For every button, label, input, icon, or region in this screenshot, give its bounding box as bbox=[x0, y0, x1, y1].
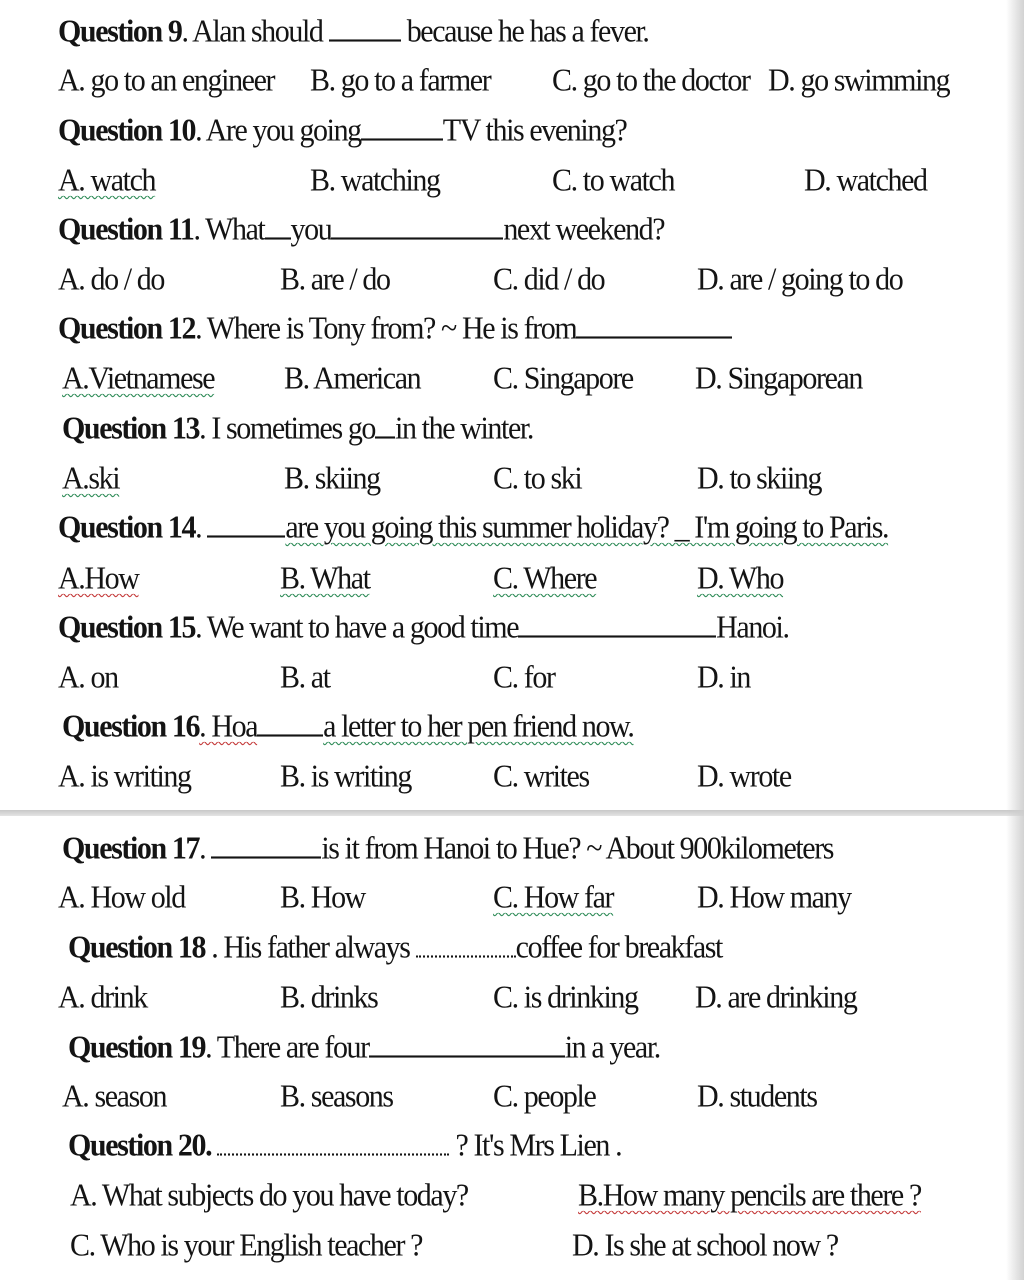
question-18-stem bbox=[68, 930, 722, 966]
answer-blank bbox=[211, 831, 321, 859]
answer-blank bbox=[518, 610, 716, 638]
answer-blank bbox=[265, 212, 291, 240]
option-b: B. drinks bbox=[280, 980, 378, 1015]
option-d: D. Who bbox=[697, 561, 784, 596]
option-b: B. American bbox=[284, 361, 421, 396]
question-12-stem bbox=[58, 311, 732, 347]
answer-blank bbox=[329, 14, 401, 42]
question-16-stem bbox=[62, 709, 633, 745]
option-a: A. do / do bbox=[58, 262, 165, 297]
question-18-label: Question 18 bbox=[68, 930, 206, 965]
option-c: C. to ski bbox=[493, 461, 582, 496]
question-9-text-b: because he has a fever. bbox=[400, 14, 649, 49]
answer-blank bbox=[217, 1128, 449, 1156]
question-20-label: Question 20. bbox=[68, 1128, 212, 1163]
question-14-label: Question 14 bbox=[58, 510, 196, 545]
question-10-stem bbox=[58, 113, 626, 149]
question-11-label: Question 11 bbox=[58, 212, 194, 247]
question-15-stem bbox=[58, 610, 789, 646]
question-9-text-a: . Alan should bbox=[181, 14, 329, 49]
question-9-stem bbox=[58, 14, 649, 50]
option-a: A. drink bbox=[58, 980, 147, 1015]
option-d: D. How many bbox=[697, 880, 851, 915]
option-b: B. are / do bbox=[280, 262, 390, 297]
question-17-text-b: is it from Hanoi to Hue? ~ About 900kilometers bbox=[321, 831, 834, 866]
option-a: A.Vietnamese bbox=[62, 361, 215, 396]
option-b: B. at bbox=[280, 660, 330, 695]
option-b: B. go to a farmer bbox=[310, 63, 491, 98]
option-d: D. are / going to do bbox=[697, 262, 903, 297]
question-14-text-a: . bbox=[195, 510, 208, 545]
question-17-stem bbox=[62, 831, 833, 867]
question-11-text-b: next weekend? bbox=[503, 212, 665, 247]
option-d: D. wrote bbox=[697, 759, 791, 794]
option-b: B. is writing bbox=[280, 759, 411, 794]
question-20-text-b: ? It's Mrs Lien . bbox=[449, 1128, 622, 1163]
option-a: A. watch bbox=[58, 163, 156, 198]
question-9-label: Question 9 bbox=[58, 14, 182, 49]
option-d: D. are drinking bbox=[695, 980, 857, 1015]
question-12-text-a: . Where is Tony from? ~ He is from bbox=[195, 311, 577, 346]
option-c: C. go to the doctor bbox=[552, 63, 750, 98]
option-c: C. people bbox=[493, 1079, 596, 1114]
question-15-text-a: . We want to have a good time bbox=[195, 610, 519, 645]
question-16-text-a: . Hoa bbox=[199, 709, 258, 744]
question-16-text-b: a letter to her pen friend now. bbox=[323, 709, 634, 744]
question-19-text-b: in a year. bbox=[564, 1030, 660, 1065]
question-19-stem bbox=[68, 1030, 660, 1066]
answer-blank bbox=[416, 930, 516, 958]
question-20-stem bbox=[68, 1128, 621, 1164]
question-19-label: Question 19 bbox=[68, 1030, 206, 1065]
option-b: B. seasons bbox=[280, 1079, 393, 1114]
option-b: B. watching bbox=[310, 163, 440, 198]
option-a: A. on bbox=[58, 660, 118, 695]
option-c: C. writes bbox=[493, 759, 589, 794]
question-14-text-b: are you going this summer holiday? _ I'm going to Paris. bbox=[285, 510, 889, 545]
option-c: C. is drinking bbox=[493, 980, 638, 1015]
question-11-stem bbox=[58, 212, 664, 248]
option-a: A. is writing bbox=[58, 759, 191, 794]
question-18-text-a: . His father always bbox=[205, 930, 416, 965]
option-a: A. go to an engineer bbox=[58, 63, 275, 98]
option-d: D. Singaporean bbox=[695, 361, 863, 396]
option-a: A. What subjects do you have today? bbox=[70, 1178, 468, 1213]
question-12-label: Question 12 bbox=[58, 311, 196, 346]
option-c: C. Who is your English teacher ? bbox=[70, 1228, 423, 1263]
option-b: B. How bbox=[280, 880, 365, 915]
option-a: A.How bbox=[58, 561, 139, 596]
option-d: D. go swimming bbox=[768, 63, 950, 98]
page-divider bbox=[0, 810, 1024, 816]
question-15-label: Question 15 bbox=[58, 610, 196, 645]
option-d: D. students bbox=[697, 1079, 817, 1114]
answer-blank bbox=[257, 709, 323, 737]
question-17-label: Question 17 bbox=[62, 831, 200, 866]
answer-blank bbox=[361, 113, 443, 141]
answer-blank bbox=[369, 1030, 565, 1058]
answer-blank bbox=[375, 411, 395, 439]
option-d: D. watched bbox=[804, 163, 927, 198]
option-c: C. for bbox=[493, 660, 555, 695]
question-16-label: Question 16 bbox=[62, 709, 200, 744]
option-c: C. did / do bbox=[493, 262, 605, 297]
question-14-stem bbox=[58, 510, 888, 546]
question-10-text-b: TV this evening? bbox=[442, 113, 627, 148]
question-13-label: Question 13 bbox=[62, 411, 200, 446]
option-b: B. skiing bbox=[284, 461, 380, 496]
option-d: D. Is she at school now ? bbox=[572, 1228, 838, 1263]
option-c: C. How far bbox=[493, 880, 614, 915]
question-19-text-a: . There are four bbox=[205, 1030, 369, 1065]
option-a: A. season bbox=[62, 1079, 167, 1114]
question-10-text-a: . Are you going bbox=[195, 113, 361, 148]
answer-blank bbox=[207, 510, 285, 538]
option-a: A.ski bbox=[62, 461, 120, 496]
answer-blank bbox=[331, 212, 503, 240]
question-13-text-b: in the winter. bbox=[395, 411, 533, 446]
question-13-text-a: . I sometimes go bbox=[199, 411, 376, 446]
question-15-text-b: Hanoi. bbox=[716, 610, 789, 645]
question-11-text-a: . What bbox=[193, 212, 265, 247]
option-a: A. How old bbox=[58, 880, 185, 915]
option-c: C. Singapore bbox=[493, 361, 633, 396]
question-10-label: Question 10 bbox=[58, 113, 196, 148]
question-17-text-a: . bbox=[199, 831, 212, 866]
page-edge-shadow bbox=[1006, 0, 1024, 1280]
option-b: B.How many pencils are there ? bbox=[578, 1178, 921, 1213]
option-d: D. to skiing bbox=[697, 461, 822, 496]
question-18-text-b: coffee for breakfast bbox=[515, 930, 722, 965]
question-13-stem bbox=[62, 411, 533, 447]
option-c: C. Where bbox=[493, 561, 597, 596]
option-b: B. What bbox=[280, 561, 370, 596]
option-d: D. in bbox=[697, 660, 751, 695]
answer-blank bbox=[576, 311, 732, 339]
option-c: C. to watch bbox=[552, 163, 675, 198]
question-11-text-mid: you bbox=[290, 212, 332, 247]
